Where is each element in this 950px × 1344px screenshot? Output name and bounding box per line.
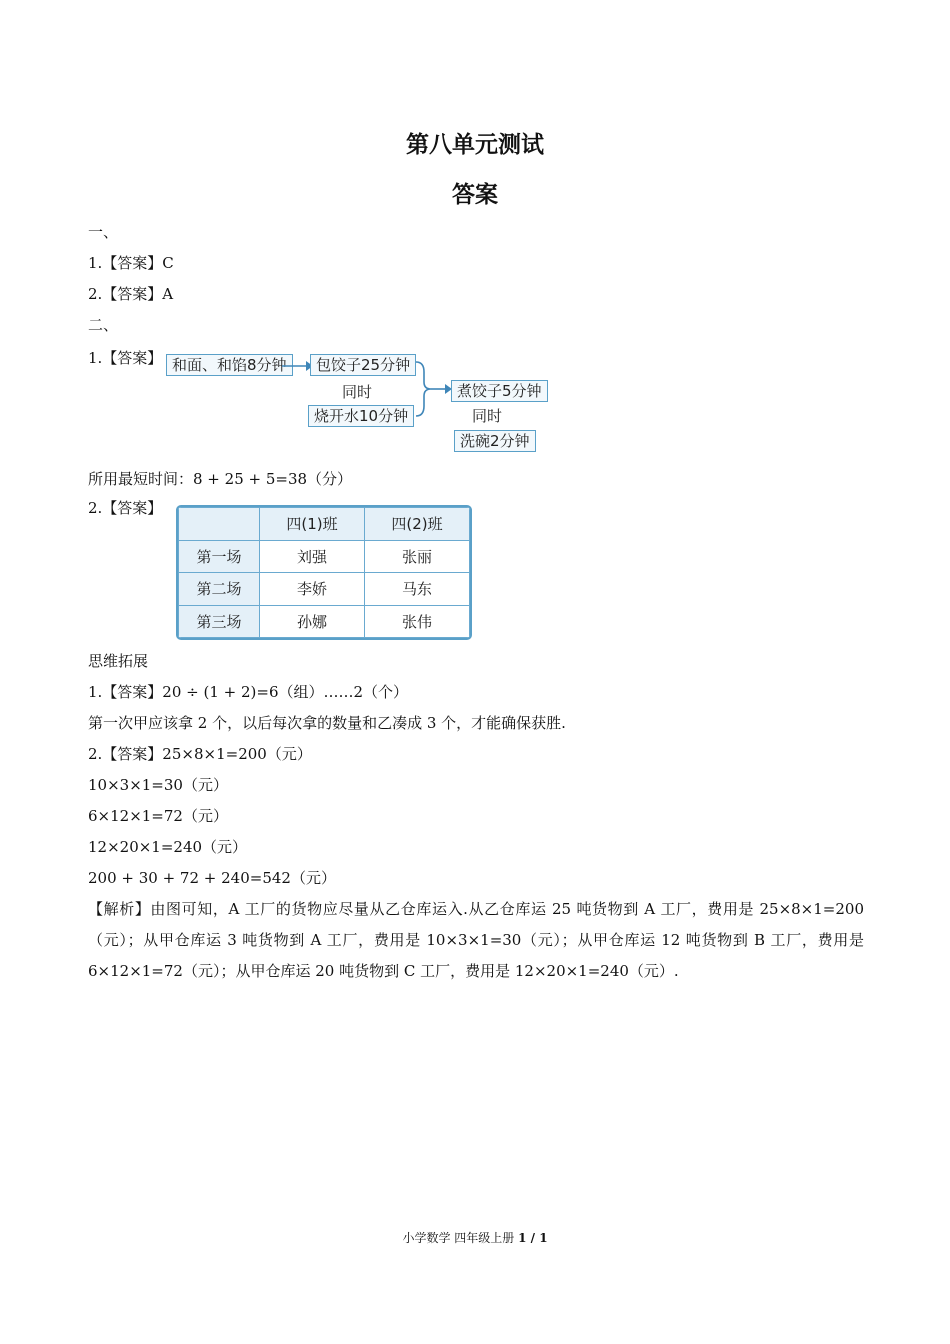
footer-subject: 小学数学 四年级上册 <box>402 1231 515 1245</box>
table-row <box>179 540 470 573</box>
footer-page-number: 1 / 1 <box>518 1231 548 1245</box>
table-cell: 孙娜 <box>260 605 365 638</box>
table-cell: 第二场 <box>179 573 260 606</box>
answer-1-1: 1.【答案】C <box>88 254 174 272</box>
table-row <box>179 573 470 606</box>
section-one-heading: 一、 <box>88 223 119 241</box>
table-cell: 张丽 <box>365 540 470 573</box>
flow-same-time-2: 同时 <box>472 407 503 425</box>
table-cell: 马东 <box>365 573 470 606</box>
flow-step-mix: 和面、和馅8分钟 <box>166 354 293 376</box>
answer-ext-1-explain: 第一次甲应该拿 2 个，以后每次拿的数量和乙凑成 3 个，才能确保获胜. <box>88 714 566 732</box>
table-header-cell <box>179 508 260 541</box>
flow-step-cook: 煮饺子5分钟 <box>451 380 548 402</box>
flow-step-wrap: 包饺子25分钟 <box>310 354 416 376</box>
section-two-heading: 二、 <box>88 316 119 334</box>
table-cell: 第三场 <box>179 605 260 638</box>
table-header-cell: 四(1)班 <box>260 508 365 541</box>
answer-ext-2-line2: 10×3×1=30（元） <box>88 776 228 794</box>
page-subtitle: 答案 <box>452 182 498 208</box>
brace-arrow-icon <box>414 360 454 418</box>
answer-ext-2-analysis: 【解析】由图可知，A 工厂的货物应尽量从乙仓库运入.从乙仓库运 25 吨货物到 A 工厂，费用是 25×8×1=200（元）；从甲仓库运 3 吨货物到 A 工厂，费用是 10×3×1=30（元）；从甲仓库运 12 吨货物到 B 工厂，费用是 6×12×1=72（元）；从甲仓库运 20 吨货物到 C 工厂，费用是 12×20×1=240（元）. <box>88 900 864 980</box>
page-footer <box>0 1229 950 1246</box>
answer-2-1-result: 所用最短时间：8 + 25 + 5=38（分） <box>88 470 353 488</box>
answer-ext-2-line5: 200 + 30 + 72 + 240=542（元） <box>88 869 336 887</box>
table-cell: 李娇 <box>260 573 365 606</box>
table-header-cell: 四(2)班 <box>365 508 470 541</box>
answer-ext-1: 1.【答案】20 ÷ (1 + 2)=6（组）……2（个） <box>88 683 409 701</box>
flow-step-boil: 烧开水10分钟 <box>308 405 414 427</box>
answer-2-1-label: 1.【答案】 <box>88 349 163 367</box>
table-header-row <box>179 508 470 541</box>
table-cell: 刘强 <box>260 540 365 573</box>
answer-1-2: 2.【答案】A <box>88 285 174 303</box>
table-cell: 张伟 <box>365 605 470 638</box>
table-row <box>179 605 470 638</box>
page-title: 第八单元测试 <box>406 132 544 158</box>
flow-same-time-1: 同时 <box>342 383 373 401</box>
arrangement-table <box>176 505 472 640</box>
answer-ext-2: 2.【答案】25×8×1=200（元） <box>88 745 312 763</box>
table-cell: 第一场 <box>179 540 260 573</box>
arrow-right-icon <box>280 358 314 374</box>
extension-heading: 思维拓展 <box>88 652 149 670</box>
answer-ext-2-line4: 12×20×1=240（元） <box>88 838 248 856</box>
flow-step-wash: 洗碗2分钟 <box>454 430 536 452</box>
answer-2-2-label: 2.【答案】 <box>88 499 163 517</box>
answer-ext-2-line3: 6×12×1=72（元） <box>88 807 228 825</box>
